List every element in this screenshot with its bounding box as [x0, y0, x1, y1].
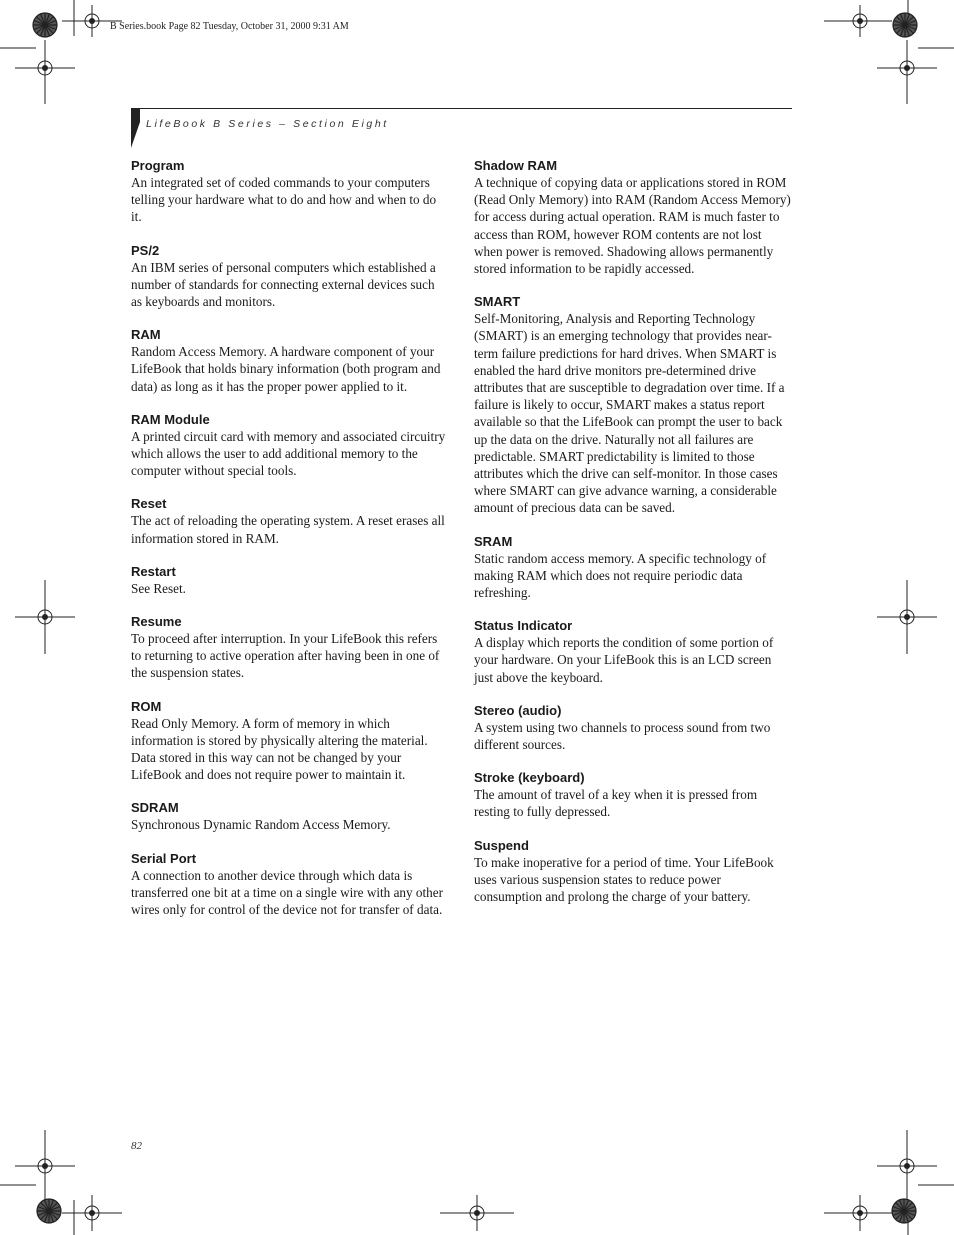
glossary-term: Suspend: [474, 837, 529, 853]
glossary-term: PS/2: [131, 242, 160, 258]
glossary-entry: [474, 617, 792, 686]
glossary-definition: Read Only Memory. A form of memory in which information is stored by physically altering the material. Data stored in this way can not be changed by your LifeBook and does not require power to maintain it.: [131, 715, 428, 783]
glossary-entry: [474, 702, 792, 753]
glossary-term: Stereo (audio): [474, 702, 562, 718]
glossary-entry: [474, 769, 792, 820]
header-rule: [131, 108, 792, 109]
glossary-definition: An IBM series of personal computers which established a number of standards for connecting external devices such as keyboards and monitors.: [131, 259, 436, 310]
page-number: 82: [131, 1140, 142, 1152]
glossary-term: SMART: [474, 294, 521, 310]
glossary-entry: [131, 563, 446, 597]
glossary-entry: [131, 157, 446, 226]
glossary-entry: [474, 157, 792, 277]
glossary-definition: A connection to another device through which data is transferred one bit at a time on a single wire with any other wires only for control of the device not for transfer of data.: [131, 867, 443, 918]
glossary-term: Shadow RAM: [474, 158, 558, 173]
glossary-term: Restart: [131, 563, 176, 579]
glossary-definition: A technique of copying data or applications stored in ROM (Read Only Memory) into RAM (Random Access Memory) for access during actual operation. RAM is much faster to access than ROM, however ROM contents are not lost when power is removed. Shadowing allows permanently stored information to be rapidly accessed.: [474, 175, 791, 277]
glossary-definition: A system using two channels to process sound from two different sources.: [474, 719, 771, 753]
glossary-term: SDRAM: [131, 800, 179, 816]
glossary-definition: The amount of travel of a key when it is pressed from resting to fully depressed.: [474, 787, 758, 820]
glossary-definition: Static random access memory. A specific technology of making RAM which does not require periodic data refreshing.: [474, 550, 767, 601]
glossary-definition: To proceed after interruption. In your LifeBook this refers to returning to active operation after having been in one of the suspension states.: [131, 631, 440, 681]
glossary-entry: [131, 411, 446, 480]
glossary-term: Stroke (keyboard): [474, 770, 585, 786]
glossary-term: Serial Port: [131, 850, 197, 866]
glossary-entry: [131, 495, 446, 546]
glossary-definition: Self-Monitoring, Analysis and Reporting Technology (SMART) is an emerging technology that provides near-term failure predictions for hard drives. When SMART is enabled the hard drive monitors pre-determined drive attributes that are susceptible to degradation over time. If a failure is likely to occur, SMART makes a status report available so that the LifeBook can prompt the user to back up the data on the drive. Naturally not all failures are predictable. SMART predictability is limited to those attributes which the drive can self-monitor. In those cases where SMART can give advance warning, a considerable amount of precious data can be saved.: [474, 311, 785, 516]
glossary-entry: [131, 698, 446, 784]
glossary-entry: [131, 799, 446, 833]
glossary-definition: A display which reports the condition of some portion of your hardware. On your LifeBook this is an LCD screen just above the keyboard.: [474, 635, 774, 685]
glossary-entry: [474, 837, 792, 906]
glossary-definition: Random Access Memory. A hardware component of your LifeBook that holds binary information (both program and data) as long as it has the proper power applied to it.: [131, 344, 441, 394]
glossary-definition: A printed circuit card with memory and associated circuitry which allows the user to add additional memory to the computer without special tools.: [131, 428, 446, 479]
glossary-definition: An integrated set of coded commands to your computers telling your hardware what to do and how and when to do it.: [131, 175, 437, 225]
glossary-definition: To make inoperative for a period of time. Your LifeBook uses various suspension states to reduce power consumption and prolong the charge of your battery.: [474, 854, 774, 905]
glossary-definition: Synchronous Dynamic Random Access Memory.: [131, 817, 391, 833]
running-head: LifeBook B Series – Section Eight: [146, 118, 389, 130]
glossary-definition: See Reset.: [131, 580, 186, 596]
glossary-entry: [131, 613, 446, 682]
glossary-column-left: [131, 157, 446, 934]
glossary-term: Reset: [131, 496, 167, 512]
glossary-entry: [131, 850, 446, 919]
glossary-definition: The act of reloading the operating system. A reset erases all information stored in RAM.: [131, 513, 445, 546]
glossary-term: RAM: [131, 327, 161, 343]
print-info-line: B Series.book Page 82 Tuesday, October 31, 2000 9:31 AM: [110, 21, 349, 32]
glossary-entry: [131, 326, 446, 395]
glossary-entry: [474, 533, 792, 602]
glossary-column-right: [474, 157, 792, 921]
header-corner-mark: [131, 108, 143, 148]
glossary-entry: [131, 242, 446, 311]
glossary-entry: [474, 293, 792, 516]
glossary-term: Status Indicator: [474, 618, 573, 634]
glossary-term: SRAM: [474, 533, 513, 549]
glossary-term: Resume: [131, 614, 182, 630]
glossary-term: ROM: [131, 698, 162, 714]
glossary-term: Program: [131, 158, 185, 173]
glossary-term: RAM Module: [131, 411, 210, 427]
